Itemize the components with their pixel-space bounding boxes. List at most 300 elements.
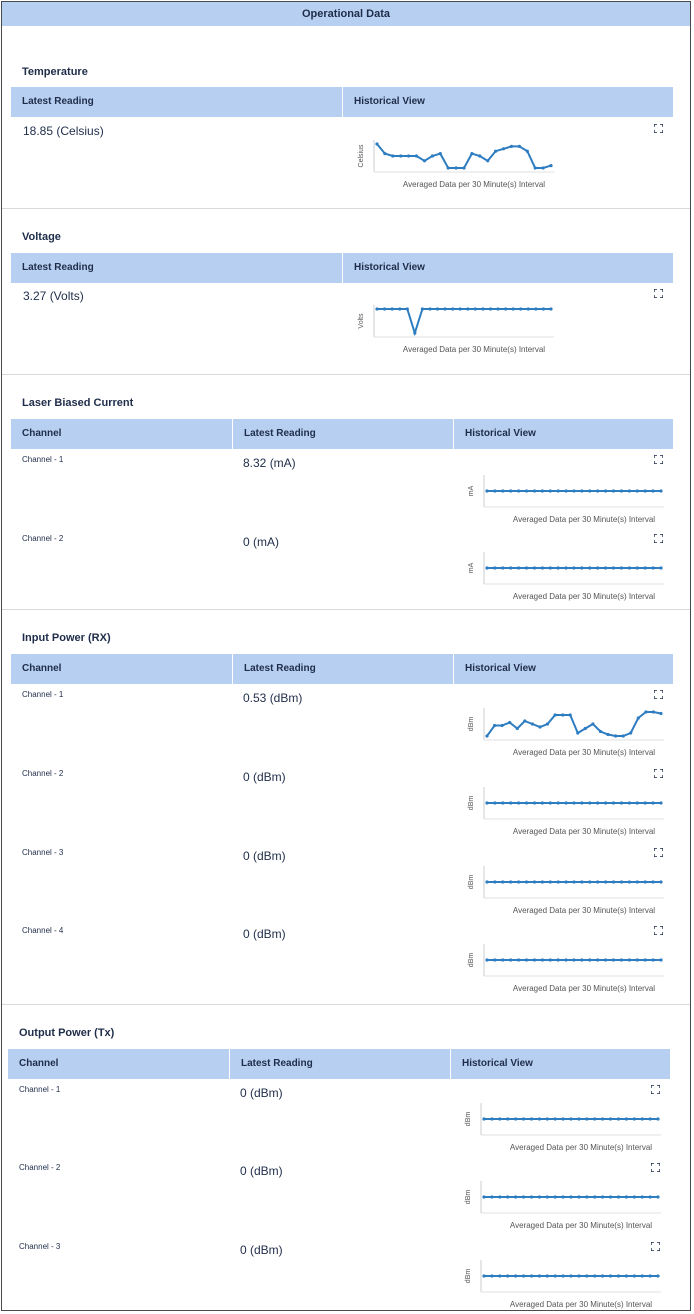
data-point — [439, 152, 442, 155]
data-point — [652, 489, 655, 492]
channel-label: Channel - 1 — [22, 455, 64, 464]
data-point — [516, 727, 519, 730]
data-point — [415, 154, 418, 157]
data-point — [596, 958, 599, 961]
data-point — [601, 1274, 604, 1277]
output-ch1-reading: 0 (dBm) — [240, 1086, 283, 1100]
table-header — [8, 1049, 670, 1079]
data-point — [636, 880, 639, 883]
data-point — [644, 710, 647, 713]
data-point — [644, 801, 647, 804]
data-point — [527, 307, 530, 310]
data-point — [508, 721, 511, 724]
data-point — [652, 801, 655, 804]
data-point — [604, 880, 607, 883]
data-point — [649, 1117, 652, 1120]
col-latest-reading: Latest Reading — [22, 96, 94, 107]
data-point — [506, 1274, 509, 1277]
data-point — [554, 1195, 557, 1198]
data-point — [585, 1274, 588, 1277]
data-point — [514, 1195, 517, 1198]
data-point — [546, 722, 549, 725]
data-point — [637, 716, 640, 719]
data-point — [652, 566, 655, 569]
expand-icon[interactable] — [654, 534, 663, 543]
data-point — [549, 566, 552, 569]
col-latest-reading: Latest Reading — [22, 262, 94, 273]
data-point — [383, 152, 386, 155]
data-point — [413, 331, 416, 334]
data-point — [604, 489, 607, 492]
data-point — [569, 1195, 572, 1198]
data-point — [572, 801, 575, 804]
data-point — [572, 566, 575, 569]
data-point — [501, 724, 504, 727]
data-point — [538, 1117, 541, 1120]
data-point — [604, 566, 607, 569]
data-point — [617, 1195, 620, 1198]
data-point — [506, 1117, 509, 1120]
data-point — [541, 566, 544, 569]
data-point — [656, 1274, 659, 1277]
data-point — [612, 958, 615, 961]
channel-label: Channel - 2 — [19, 1163, 61, 1172]
data-point — [620, 566, 623, 569]
data-point — [522, 1274, 525, 1277]
data-point — [546, 1195, 549, 1198]
data-point — [501, 958, 504, 961]
col-channel: Channel — [22, 428, 62, 439]
data-point — [534, 166, 537, 169]
data-point — [588, 958, 591, 961]
data-point — [628, 958, 631, 961]
data-point — [522, 1117, 525, 1120]
output-ch2-reading: 0 (dBm) — [240, 1164, 283, 1178]
data-point — [546, 1274, 549, 1277]
data-point — [562, 1117, 565, 1120]
data-point — [485, 489, 488, 492]
data-point — [569, 1274, 572, 1277]
data-point — [533, 958, 536, 961]
data-point — [656, 1117, 659, 1120]
x-axis-label: Averaged Data per 30 Minute(s) Interval — [512, 748, 656, 757]
expand-icon[interactable] — [654, 455, 663, 464]
data-point — [501, 489, 504, 492]
data-point — [514, 1274, 517, 1277]
y-axis-label: dBm — [468, 874, 475, 890]
series-line — [377, 309, 551, 333]
data-point — [576, 731, 579, 734]
data-point — [641, 1274, 644, 1277]
data-point — [596, 566, 599, 569]
data-point — [506, 1195, 509, 1198]
data-point — [525, 566, 528, 569]
expand-icon[interactable] — [654, 926, 663, 935]
channel-label: Channel - 1 — [22, 690, 64, 699]
data-point — [659, 801, 662, 804]
data-point — [562, 1195, 565, 1198]
data-point — [652, 958, 655, 961]
data-point — [549, 801, 552, 804]
input-ch2-reading: 0 (dBm) — [243, 770, 286, 784]
section-title: Temperature — [22, 66, 88, 78]
voltage-section — [2, 209, 690, 375]
data-point — [585, 1195, 588, 1198]
data-point — [509, 801, 512, 804]
data-point — [599, 730, 602, 733]
data-point — [572, 880, 575, 883]
col-channel: Channel — [19, 1058, 59, 1069]
data-point — [538, 1274, 541, 1277]
temperature-section — [2, 26, 690, 209]
data-point — [478, 154, 481, 157]
y-axis-label: mA — [468, 485, 475, 497]
data-point — [580, 566, 583, 569]
data-point — [628, 489, 631, 492]
data-point — [525, 489, 528, 492]
data-point — [482, 1195, 485, 1198]
data-point — [557, 880, 560, 883]
data-point — [565, 958, 568, 961]
data-point — [625, 1274, 628, 1277]
data-point — [490, 1117, 493, 1120]
output-ch2-chart[interactable] — [461, 1179, 666, 1231]
data-point — [591, 722, 594, 725]
expand-icon[interactable] — [654, 690, 663, 699]
data-point — [436, 307, 439, 310]
data-point — [577, 1117, 580, 1120]
channel-label: Channel - 3 — [19, 1242, 61, 1251]
data-point — [498, 1195, 501, 1198]
data-point — [656, 1195, 659, 1198]
data-point — [561, 713, 564, 716]
table-header — [11, 419, 673, 449]
data-point — [522, 1195, 525, 1198]
x-axis-label: Averaged Data per 30 Minute(s) Interval — [509, 1143, 653, 1152]
data-point — [612, 880, 615, 883]
laser-ch1-chart[interactable] — [464, 473, 669, 525]
data-point — [636, 958, 639, 961]
data-point — [644, 566, 647, 569]
data-point — [485, 734, 488, 737]
data-point — [533, 489, 536, 492]
data-point — [541, 489, 544, 492]
col-historical-view: Historical View — [342, 253, 673, 283]
data-point — [604, 958, 607, 961]
data-point — [447, 166, 450, 169]
laser-ch2-reading: 0 (mA) — [243, 535, 279, 549]
data-point — [580, 489, 583, 492]
data-point — [375, 307, 378, 310]
data-point — [481, 307, 484, 310]
temperature-chart[interactable] — [354, 138, 559, 190]
table-header — [11, 654, 673, 684]
data-point — [391, 307, 394, 310]
data-point — [612, 489, 615, 492]
data-point — [510, 145, 513, 148]
data-point — [455, 166, 458, 169]
data-point — [519, 307, 522, 310]
data-point — [557, 958, 560, 961]
expand-icon[interactable] — [654, 124, 663, 133]
data-point — [633, 1117, 636, 1120]
data-point — [659, 712, 662, 715]
data-point — [649, 1274, 652, 1277]
data-point — [531, 722, 534, 725]
data-point — [644, 489, 647, 492]
data-point — [554, 1274, 557, 1277]
data-point — [490, 1195, 493, 1198]
data-point — [423, 159, 426, 162]
y-axis-label: Celsius — [358, 144, 365, 168]
data-point — [485, 566, 488, 569]
channel-label: Channel - 2 — [22, 769, 64, 778]
data-point — [572, 958, 575, 961]
col-latest-reading: Latest Reading — [229, 1049, 450, 1079]
data-point — [498, 1117, 501, 1120]
laser-current-section — [2, 375, 690, 610]
channel-label: Channel - 2 — [22, 534, 64, 543]
input-power-section — [2, 610, 690, 1005]
data-point — [444, 307, 447, 310]
data-point — [554, 1117, 557, 1120]
data-point — [517, 801, 520, 804]
data-point — [496, 307, 499, 310]
data-point — [604, 801, 607, 804]
data-point — [580, 801, 583, 804]
data-point — [533, 566, 536, 569]
data-point — [459, 307, 462, 310]
output-ch3-chart[interactable] — [461, 1258, 666, 1310]
x-axis-label: Averaged Data per 30 Minute(s) Interval — [509, 1300, 653, 1309]
y-axis-label: dBm — [468, 716, 475, 732]
input-ch1-chart[interactable] — [464, 706, 669, 758]
input-ch3-chart[interactable] — [464, 864, 669, 916]
data-point — [625, 1195, 628, 1198]
data-point — [617, 1274, 620, 1277]
data-point — [596, 489, 599, 492]
data-point — [399, 154, 402, 157]
data-point — [541, 958, 544, 961]
output-ch3-reading: 0 (dBm) — [240, 1243, 283, 1257]
y-axis-label: dBm — [468, 795, 475, 811]
y-axis-label: dBm — [465, 1268, 472, 1284]
table-header — [11, 87, 673, 117]
data-point — [533, 801, 536, 804]
data-point — [470, 152, 473, 155]
data-point — [596, 801, 599, 804]
expand-icon[interactable] — [651, 1163, 660, 1172]
data-point — [636, 489, 639, 492]
x-axis-label: Averaged Data per 30 Minute(s) Interval — [512, 906, 656, 915]
data-point — [517, 489, 520, 492]
data-point — [493, 489, 496, 492]
data-point — [490, 1274, 493, 1277]
data-point — [588, 880, 591, 883]
voltage-chart[interactable] — [354, 303, 559, 355]
expand-icon[interactable] — [651, 1242, 660, 1251]
expand-icon[interactable] — [651, 1085, 660, 1094]
data-point — [557, 489, 560, 492]
data-point — [606, 733, 609, 736]
data-point — [421, 307, 424, 310]
data-point — [493, 880, 496, 883]
data-point — [609, 1195, 612, 1198]
col-latest-reading: Latest Reading — [232, 654, 453, 684]
data-point — [601, 1117, 604, 1120]
data-point — [593, 1274, 596, 1277]
data-point — [620, 489, 623, 492]
data-point — [565, 801, 568, 804]
data-point — [659, 489, 662, 492]
data-point — [584, 727, 587, 730]
data-point — [538, 1195, 541, 1198]
data-point — [612, 801, 615, 804]
laser-ch1-reading: 8.32 (mA) — [243, 456, 296, 470]
data-point — [609, 1274, 612, 1277]
x-axis-label: Averaged Data per 30 Minute(s) Interval — [402, 345, 546, 354]
data-point — [633, 1274, 636, 1277]
data-point — [534, 307, 537, 310]
data-point — [431, 154, 434, 157]
data-point — [557, 566, 560, 569]
input-ch2-chart[interactable] — [464, 785, 669, 837]
col-latest-reading: Latest Reading — [232, 419, 453, 449]
x-axis-label: Averaged Data per 30 Minute(s) Interval — [402, 180, 546, 189]
x-axis-label: Averaged Data per 30 Minute(s) Interval — [512, 827, 656, 836]
input-ch4-reading: 0 (dBm) — [243, 927, 286, 941]
data-point — [504, 307, 507, 310]
data-point — [525, 958, 528, 961]
data-point — [512, 307, 515, 310]
channel-label: Channel - 3 — [22, 848, 64, 857]
data-point — [375, 142, 378, 145]
x-axis-label: Averaged Data per 30 Minute(s) Interval — [512, 592, 656, 601]
data-point — [428, 307, 431, 310]
x-axis-label: Averaged Data per 30 Minute(s) Interval — [509, 1221, 653, 1230]
panel-title: Operational Data — [2, 2, 690, 26]
section-title: Input Power (RX) — [22, 632, 111, 644]
operational-data-panel — [1, 1, 691, 1311]
data-point — [649, 1195, 652, 1198]
data-point — [580, 958, 583, 961]
data-point — [406, 307, 409, 310]
data-point — [509, 958, 512, 961]
y-axis-label: dBm — [465, 1111, 472, 1127]
data-point — [554, 713, 557, 716]
data-point — [593, 1195, 596, 1198]
voltage-reading: 3.27 (Volts) — [23, 289, 84, 303]
data-point — [596, 880, 599, 883]
data-point — [620, 801, 623, 804]
col-channel: Channel — [22, 663, 62, 674]
data-point — [565, 566, 568, 569]
data-point — [644, 880, 647, 883]
data-point — [398, 307, 401, 310]
expand-icon[interactable] — [654, 848, 663, 857]
data-point — [659, 880, 662, 883]
data-point — [474, 307, 477, 310]
data-point — [509, 566, 512, 569]
data-point — [493, 724, 496, 727]
data-point — [407, 154, 410, 157]
data-point — [609, 1117, 612, 1120]
data-point — [628, 566, 631, 569]
data-point — [518, 145, 521, 148]
col-historical-view: Historical View — [450, 1049, 670, 1079]
y-axis-label: dBm — [468, 952, 475, 968]
data-point — [541, 880, 544, 883]
data-point — [482, 1274, 485, 1277]
data-point — [482, 1117, 485, 1120]
data-point — [549, 307, 552, 310]
data-point — [502, 147, 505, 150]
data-point — [641, 1117, 644, 1120]
data-point — [485, 958, 488, 961]
input-ch4-chart[interactable] — [464, 942, 669, 994]
data-point — [383, 307, 386, 310]
data-point — [644, 958, 647, 961]
data-point — [509, 880, 512, 883]
data-point — [514, 1117, 517, 1120]
data-point — [588, 566, 591, 569]
data-point — [538, 725, 541, 728]
data-point — [629, 731, 632, 734]
data-point — [541, 801, 544, 804]
data-point — [593, 1117, 596, 1120]
data-point — [620, 880, 623, 883]
expand-icon[interactable] — [654, 289, 663, 298]
data-point — [530, 1195, 533, 1198]
data-point — [614, 734, 617, 737]
data-point — [601, 1195, 604, 1198]
data-point — [549, 880, 552, 883]
data-point — [498, 1274, 501, 1277]
data-point — [636, 566, 639, 569]
data-point — [652, 880, 655, 883]
data-point — [549, 164, 552, 167]
data-point — [517, 958, 520, 961]
expand-icon[interactable] — [654, 769, 663, 778]
data-point — [625, 1117, 628, 1120]
output-ch1-chart[interactable] — [461, 1101, 666, 1153]
data-point — [569, 713, 572, 716]
temperature-reading: 18.85 (Celsius) — [23, 124, 104, 138]
laser-ch2-chart[interactable] — [464, 550, 669, 602]
data-point — [391, 154, 394, 157]
data-point — [485, 880, 488, 883]
data-point — [652, 710, 655, 713]
x-axis-label: Averaged Data per 30 Minute(s) Interval — [512, 984, 656, 993]
data-point — [530, 1117, 533, 1120]
data-point — [517, 880, 520, 883]
channel-label: Channel - 4 — [22, 926, 64, 935]
data-point — [517, 566, 520, 569]
input-ch1-reading: 0.53 (dBm) — [243, 691, 303, 705]
data-point — [523, 719, 526, 722]
section-title: Voltage — [22, 231, 61, 243]
data-point — [546, 1117, 549, 1120]
data-point — [580, 880, 583, 883]
data-point — [462, 166, 465, 169]
data-point — [493, 566, 496, 569]
data-point — [585, 1117, 588, 1120]
y-axis-label: Volts — [358, 313, 365, 329]
data-point — [622, 734, 625, 737]
y-axis-label: dBm — [465, 1189, 472, 1205]
data-point — [565, 489, 568, 492]
data-point — [542, 166, 545, 169]
